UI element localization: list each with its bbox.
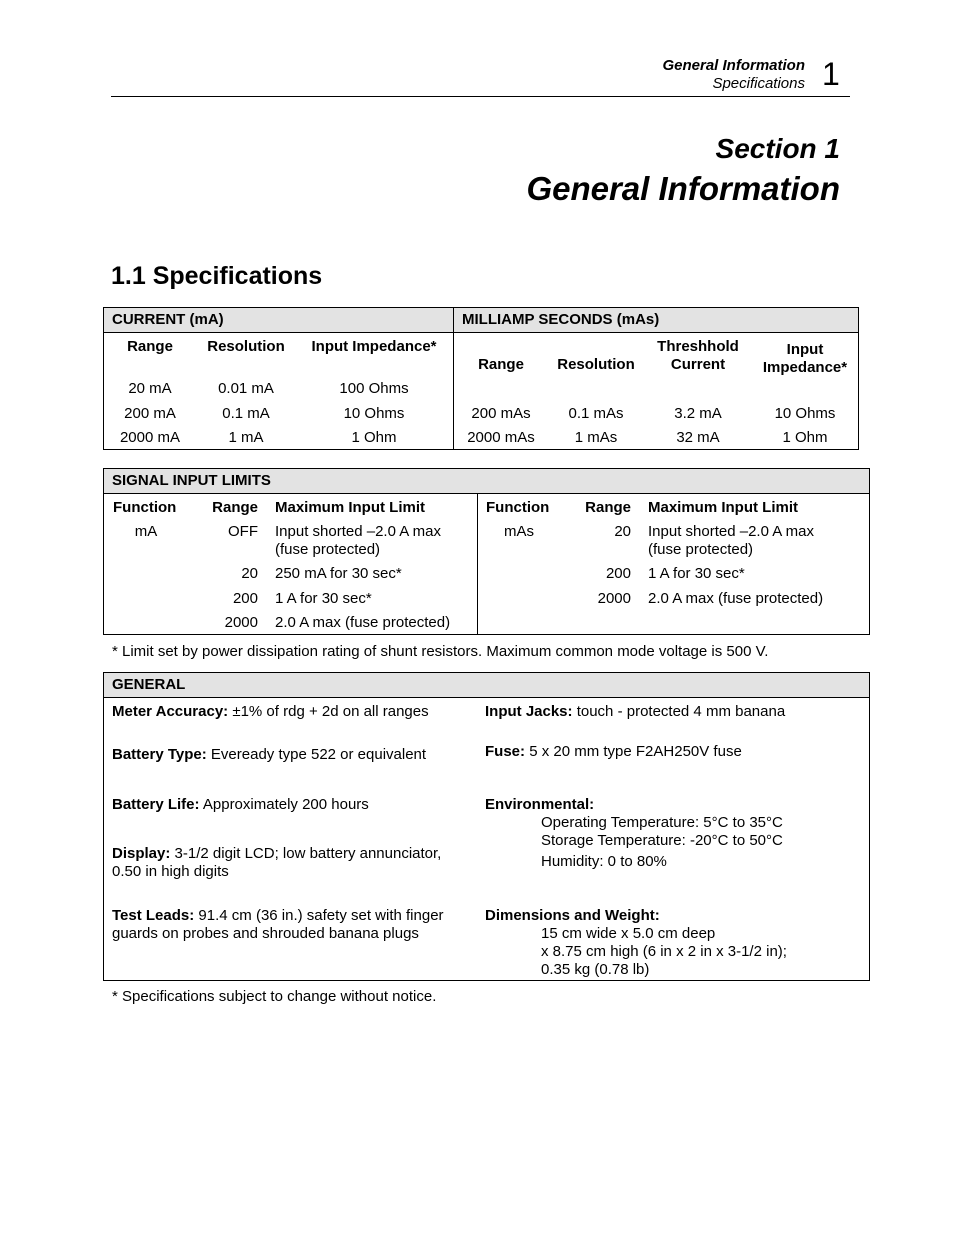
section-title: General Information <box>526 170 840 207</box>
dimensions-line: 15 cm wide x 5.0 cm deep <box>541 925 716 942</box>
specifications-heading: 1.1 Specifications <box>111 262 323 290</box>
dimensions-label: Dimensions and Weight: <box>485 907 660 924</box>
test-leads-label: Test Leads: <box>112 907 195 924</box>
signal-limit-cell: Input shorted –2.0 A max <box>275 523 441 540</box>
signal-range-cell: 200 <box>605 565 631 582</box>
mas-threshold-cell: 32 mA <box>676 429 720 446</box>
current-col-impedance: Input Impedance* <box>311 338 437 355</box>
battery-type-spec <box>112 746 426 764</box>
display-value-line2: 0.50 in high digits <box>112 863 229 880</box>
mas-col-threshold-line2: Current <box>670 356 726 373</box>
general-table <box>103 672 870 981</box>
signal-limit-cell: 2.0 A max (fuse protected) <box>648 590 824 607</box>
input-jacks-label: Input Jacks: <box>485 703 573 720</box>
environmental-line: Operating Temperature: 5°C to 35°C <box>541 814 783 831</box>
signal-limit-cell-line2: (fuse protected) <box>275 541 381 558</box>
general-table-title: GENERAL <box>112 676 186 693</box>
current-range-cell: 20 mA <box>128 380 172 397</box>
dimensions-line: 0.35 kg (0.78 lb) <box>541 961 650 978</box>
fuse-spec <box>485 743 742 761</box>
signal-range-cell: OFF <box>228 523 258 540</box>
section-label: Section 1 <box>715 133 840 164</box>
signal-range-cell: 20 <box>614 523 631 540</box>
table-divider <box>477 494 478 634</box>
input-jacks-spec <box>485 703 785 721</box>
signal-limit-cell: 1 A for 30 sec* <box>648 565 745 582</box>
environmental-line: Humidity: 0 to 80% <box>541 853 667 870</box>
page-number: 1 <box>822 56 840 92</box>
general-footnote: * Specifications subject to change without notice. <box>112 988 437 1005</box>
signal-limit-cell: 2.0 A max (fuse protected) <box>275 614 451 631</box>
signal-limit-cell: 1 A for 30 sec* <box>275 590 372 607</box>
mas-col-impedance-line2: Impedance* <box>762 359 848 376</box>
signal-range-cell: 20 <box>241 565 258 582</box>
signal-limit-cell: Input shorted –2.0 A max <box>648 523 814 540</box>
current-impedance-cell: 1 Ohm <box>351 429 397 446</box>
mas-threshold-cell: 3.2 mA <box>674 405 722 422</box>
input-jacks-value: touch - protected 4 mm banana <box>576 703 786 720</box>
current-resolution-cell: 0.1 mA <box>222 405 270 422</box>
current-resolution-cell: 0.01 mA <box>218 380 274 397</box>
display-label: Display: <box>112 845 171 862</box>
signal-table-header <box>104 469 869 494</box>
test-leads-spec <box>112 907 444 925</box>
current-resolution-cell: 1 mA <box>228 429 264 446</box>
mas-range-cell: 2000 mAs <box>467 429 535 446</box>
signal-range-cell: 200 <box>232 590 258 607</box>
current-col-resolution: Resolution <box>207 338 285 355</box>
meter-accuracy-spec <box>112 703 429 721</box>
general-table-header <box>104 673 869 698</box>
current-impedance-cell: 10 Ohms <box>343 405 405 422</box>
header-rule <box>111 96 850 97</box>
mas-impedance-cell: 1 Ohm <box>782 429 828 446</box>
fuse-label: Fuse: <box>485 743 526 760</box>
battery-life-value: Approximately 200 hours <box>202 796 369 813</box>
battery-life-label: Battery Life: <box>112 796 200 813</box>
display-value: 3-1/2 digit LCD; low battery annunciator, <box>174 845 442 862</box>
mas-resolution-cell: 1 mAs <box>574 429 618 446</box>
meter-accuracy-label: Meter Accuracy: <box>112 703 229 720</box>
signal-col-range: Range <box>585 499 631 516</box>
mas-col-range: Range <box>478 356 524 373</box>
current-impedance-cell: 100 Ohms <box>339 380 409 397</box>
signal-limit-cell-line2: (fuse protected) <box>648 541 754 558</box>
battery-type-label: Battery Type: <box>112 746 207 763</box>
current-range-cell: 2000 mA <box>119 429 181 446</box>
table-divider <box>453 308 454 449</box>
running-header-title: General Information <box>662 57 805 74</box>
environmental-line: Storage Temperature: -20°C to 50°C <box>541 832 783 849</box>
environmental-label: Environmental: <box>485 796 595 813</box>
signal-col-function: Function <box>486 499 550 516</box>
current-mas-table <box>103 307 859 450</box>
mas-table-title: MILLIAMP SECONDS (mAs) <box>462 311 660 328</box>
signal-footnote: * Limit set by power dissipation rating of shunt resistors. Maximum common mode voltage is 500 V. <box>112 643 769 660</box>
signal-range-cell: 2000 <box>597 590 631 607</box>
current-table-title: CURRENT (mA) <box>112 311 224 328</box>
signal-col-limit: Maximum Input Limit <box>648 499 798 516</box>
signal-col-limit: Maximum Input Limit <box>275 499 425 516</box>
fuse-value: 5 x 20 mm type F2AH250V fuse <box>529 743 742 760</box>
current-range-cell: 200 mA <box>124 405 176 422</box>
running-header-subtitle: Specifications <box>712 75 805 92</box>
battery-life-spec <box>112 796 369 814</box>
signal-function-cell: mA <box>134 523 158 540</box>
mas-impedance-cell: 10 Ohms <box>774 405 836 422</box>
signal-input-limits-table <box>103 468 870 635</box>
signal-col-function: Function <box>113 499 177 516</box>
current-col-range: Range <box>127 338 173 355</box>
signal-range-cell: 2000 <box>224 614 258 631</box>
battery-type-value: Eveready type 522 or equivalent <box>210 746 427 763</box>
signal-function-cell: mAs <box>504 523 534 540</box>
signal-table-title: SIGNAL INPUT LIMITS <box>112 472 271 489</box>
meter-accuracy-value: ±1% of rdg + 2d on all ranges <box>232 703 429 720</box>
test-leads-value-line2: guards on probes and shrouded banana plugs <box>112 925 419 942</box>
current-table-header <box>104 308 858 333</box>
dimensions-line: x 8.75 cm high (6 in x 2 in x 3-1/2 in); <box>541 943 787 960</box>
signal-limit-cell: 250 mA for 30 sec* <box>275 565 402 582</box>
mas-col-impedance: Input <box>786 341 824 358</box>
mas-col-threshold: Threshhold <box>657 338 739 355</box>
mas-col-resolution: Resolution <box>557 356 635 373</box>
mas-resolution-cell: 0.1 mAs <box>568 405 624 422</box>
display-spec <box>112 845 441 863</box>
test-leads-value: 91.4 cm (36 in.) safety set with finger <box>198 907 444 924</box>
mas-range-cell: 200 mAs <box>471 405 531 422</box>
signal-col-range: Range <box>212 499 258 516</box>
